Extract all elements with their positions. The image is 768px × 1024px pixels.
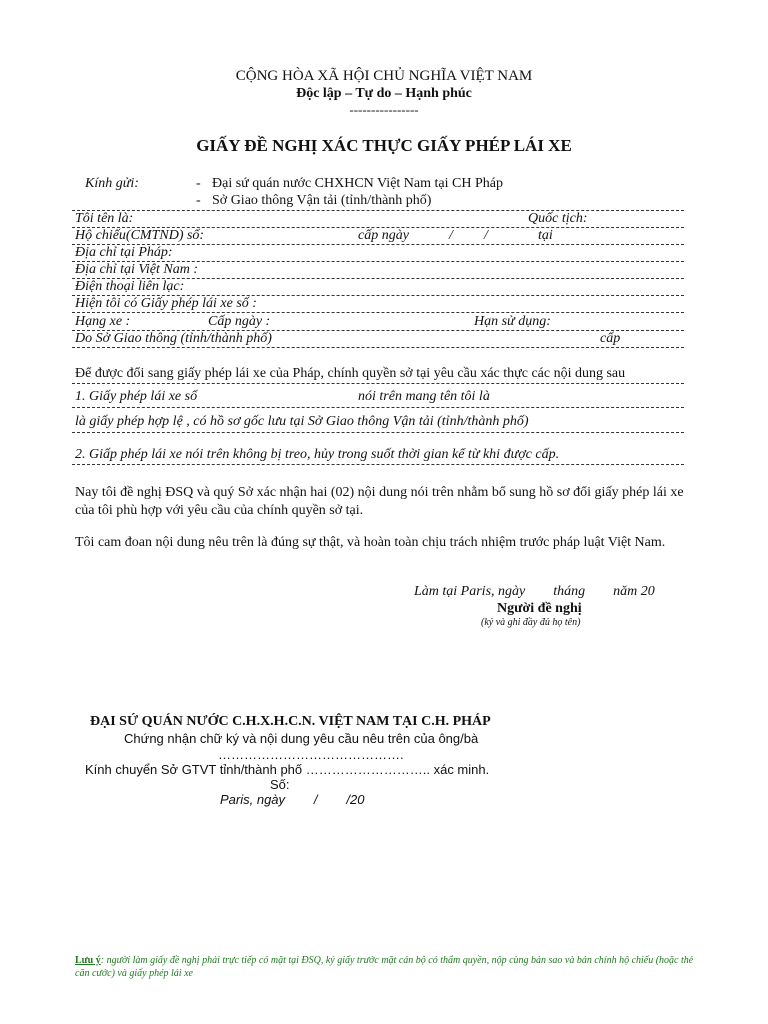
- footer-note: [75, 954, 701, 980]
- recipient-label: Kính gửi:: [85, 176, 139, 191]
- field-issuer[interactable]: Do Sở Giao thông (tỉnh/thành phố): [75, 331, 272, 346]
- paragraph-commitment: Tôi cam đoan nội dung nêu trên là đúng sự thật, và hoàn toàn chịu trách nhiệm trước pháp luật Việt Nam.: [75, 535, 666, 550]
- divider: [72, 312, 684, 313]
- recipient-embassy: Đại sứ quán nước CHXHCN Việt Nam tại CH Pháp: [212, 176, 503, 191]
- form-title: GIẤY ĐỀ NGHỊ XÁC THỰC GIẤY PHÉP LÁI XE: [196, 136, 572, 155]
- request-item-1a: 1. Giấy phép lái xe số: [75, 389, 198, 404]
- request-item-1c: là giấy phép hợp lệ , có hồ sơ gốc lưu tại Sở Giao thông Vận tải (tỉnh/thành phố): [75, 414, 529, 429]
- signature-note: (ký và ghi đầy đủ họ tên): [481, 617, 581, 628]
- field-nationality[interactable]: Quốc tịch:: [528, 211, 588, 226]
- recipient-dash-1: -: [196, 176, 201, 191]
- embassy-forward: Kính chuyển Sở GTVT tỉnh/thành phố ……………………….. xác minh.: [85, 762, 490, 777]
- field-address-vietnam[interactable]: Địa chỉ tại Việt Nam :: [75, 262, 198, 277]
- recipient-dash-2: -: [196, 193, 201, 208]
- divider: [72, 464, 684, 465]
- field-phone[interactable]: Điện thoại liên lạc:: [75, 279, 185, 294]
- signature-title: Người đề nghị: [497, 601, 582, 616]
- embassy-date: Paris, ngày / /20: [220, 792, 365, 807]
- signature-place-date: Làm tại Paris, ngày tháng năm 20: [414, 584, 655, 599]
- embassy-number: Số:: [270, 777, 290, 792]
- field-expiry[interactable]: Hạn sử dụng:: [474, 314, 551, 329]
- divider: [72, 210, 684, 211]
- field-name[interactable]: Tôi tên là:: [75, 211, 134, 226]
- field-issued: cấp: [600, 331, 621, 346]
- field-address-france[interactable]: Địa chỉ tại Pháp:: [75, 245, 173, 260]
- country-heading: CỘNG HÒA XÃ HỘI CHỦ NGHĨA VIỆT NAM: [235, 68, 533, 84]
- motto: Độc lập – Tự do – Hạnh phúc: [296, 86, 472, 101]
- request-item-2: 2. Giấp phép lái xe nói trên không bị treo, hủy trong suốt thời gian kể từ khi được cấp.: [75, 447, 560, 462]
- embassy-certify: Chứng nhận chữ ký và nội dung yêu cầu nêu trên của ông/bà: [124, 731, 479, 746]
- request-item-1b: nói trên mang tên tôi là: [358, 389, 490, 404]
- date-separator: /: [449, 228, 453, 243]
- embassy-name-dots: …………………………………….: [218, 747, 404, 762]
- divider: [72, 347, 684, 348]
- field-issued-date[interactable]: cấp ngày: [358, 228, 409, 243]
- divider: [72, 407, 684, 408]
- recipient-transport-dept: Sở Giao thông Vận tải (tỉnh/thành phố): [212, 193, 432, 208]
- field-license-number[interactable]: Hiện tôi có Giấy phép lái xe số :: [75, 296, 257, 311]
- footer-note-label: Lưu ý: [75, 955, 101, 966]
- date-separator: /: [484, 228, 488, 243]
- field-license-date[interactable]: Cấp ngày :: [208, 314, 271, 329]
- footer-note-text: : người làm giấy đề nghị phải trực tiếp có mặt tại ĐSQ, ký giấy trước mặt cán bộ có thẩm quyền, nộp cùng bản sao và bản chính hộ chiếu (hoặc thẻ căn cước) và giấy phép lái xe: [75, 955, 694, 979]
- field-passport[interactable]: Hộ chiếu(CMTND) số:: [75, 228, 205, 243]
- request-intro: Để được đổi sang giấy phép lái xe của Pháp, chính quyền sở tại yêu cầu xác thực các nội dung sau: [75, 366, 626, 381]
- header-separator: ----------------: [349, 102, 419, 117]
- field-license-class[interactable]: Hạng xe :: [75, 314, 131, 329]
- paragraph-request: Nay tôi đề nghị ĐSQ và quý Sở xác nhận hai (02) nội dung nói trên nhằm bổ sung hồ sơ đổi giấy phép lái xe của tôi phù hợp với yêu cầu của chính quyền sở tại.: [75, 485, 684, 518]
- divider: [72, 432, 684, 433]
- field-issued-at[interactable]: tại: [538, 228, 553, 243]
- divider: [72, 383, 684, 384]
- embassy-title: ĐẠI SỨ QUÁN NƯỚC C.H.X.H.C.N. VIỆT NAM TẠI C.H. PHÁP: [90, 714, 491, 729]
